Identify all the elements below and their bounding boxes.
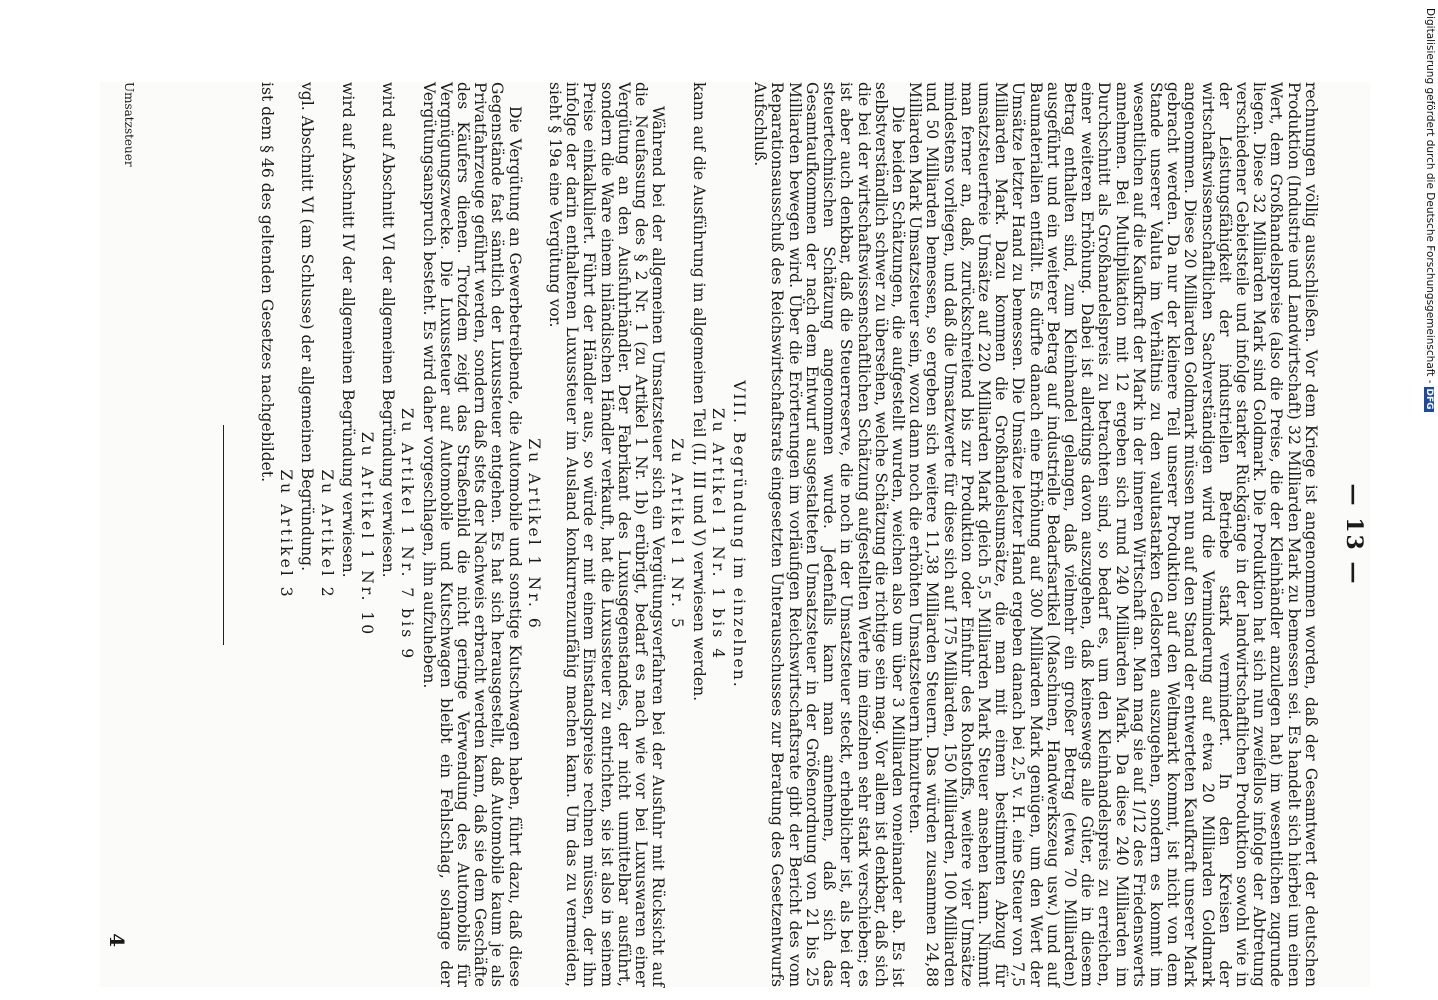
article-1-10-text: wird auf Abschnitt IV der allgemeinen Begründung verwiesen. — [338, 82, 357, 578]
side-note-text: Digitalisierung gefördert durch die Deutsche Forschungsgemeinschaft - — [1424, 8, 1436, 384]
article-1-6-heading: Zu Artikel 1 Nr. 6 — [524, 438, 543, 631]
rotated-page-content — [100, 82, 1370, 987]
paragraph-estimates: Die beiden Schätzungen, die aufgestellt wurden, weichen also um über 3 Milliarden voneinander ab. Es ist selbstverständlich schwer zu übersehen, welche Schätzung die richtige sein mag. Vor allem ist denkbar, daß sich die bei der wirtschaftswissenschaftlichen Schätzung aufgestellten Werte im einzelnen sehr stark verschieben; es ist aber auch denkbar, daß die Steuerreserve, die noch in der Umsatzsteuer steckt, erheblicher ist, als bei der steuertechnischen Schätzung angenommen wurde. Jedenfalls kann man annehmen, daß sich das Gesamtaufkommen der nach dem Entwurf ausgestalteten Umsatzsteuer in der Größenordnung von 21 bis 25 Milliarden bewegen wird. Über die Erörterungen im vorläufigen Reichswirtschaftsrate gibt der Bericht des vom Reparationsausschuß des Reichswirtschaftsrats eingesetzten Unterausschusses zur Beratung des Gesetzentwurfs Aufschluß. — [751, 82, 907, 987]
intro-paragraph: rechnungen völlig ausschließen. Vor dem Kriege ist angenommen worden, daß der Gesamtwert der deutschen Produktion (Industrie und Landwirtschaft) 32 Milliarden Mark zu bemessen sei. Es handelt sich hierbei um einen Wert, dem Großhandelspreise (also die Preise, die der Kleinhändler anzulegen hat) im wesentlichen zugrunde liegen. Diese 32 Milliarden Mark sind Goldmark. Die Produktion hat sich nun zweifellos infolge der Abtretung verschiedener Gebietsteile und infolge starker Rückgänge in der landwirtschaftlichen Produktion sowohl wie in der Leistungsfähigkeit der industriellen Betriebe stark vermindert. In den Kreisen der wirtschaftswissenschaftlichen Sachverständigen wird die Verminderung auf etwa 20 Milliarden Goldmark angenommen. Diese 20 Milliarden Goldmark müssen nun auf den Stand der entwerteten Kaufkraft unserer Mark gebracht werden. Da nur der kleinere Teil unserer Produktion auf den Weltmarkt kommt, ist nicht von dem Stande unserer Valuta im Verhältnis zu den valutastarken Geldsorten auszugehen, sondern es kommt im wesentlichen auf die Kaufkraft der Mark in der inneren Wirtschaft an. Man mag sie auf 1/12 des Friedenswerts annehmen. Bei Multiplikation mit 12 ergeben sich rund 240 Milliarden Mark. Da diese 240 Milliarden im Durchschnitt als Großhandelspreis zu betrachten sind, so bedarf es, um den Kleinhandelspreis zu erreichen, einer weiteren Erhöhung. Dabei ist allerdings davon auszugehen, daß keineswegs alle Güter, die in diesem Betrag enthalten sind, zum Kleinhandel gelangen, daß vielmehr ein großer Betrag (etwa 70 Milliarden) ausgeführt und ein weiterer Betrag auf industrielle Bedarfsartikel (Maschinen, Handwerkszeug usw.) und auf Baumaterialien entfällt. Es dürfte danach eine Erhöhung auf 300 Milliarden Mark genügen, um den Wert der Umsätze letzter Hand zu bemessen. Die Umsätze letzter Hand ergeben danach bei 2,5 v. H. eine Steuer von 7,5 Milliarden Mark. Dazu kommen die Großhandelsumsätze, die man mit einem bestimmten Abzug für umsatzsteuerfreie Umsätze auf 220 Milliarden Mark gleich 5,5 Milliarden Mark Steuer ansehen kann. Nimmt man ferner an, daß, zurückschreitend bis zur Produktion oder Einfuhr des Rohstoffs, weitere vier Umsätze mindestens vorliegen, und daß die Umsatzwerte für diese sich auf 175 Milliarden, 150 Milliarden, 100 Milliarden und 50 Milliarden bemessen, so ergeben sich weitere 11,38 Milliarden Steuern. Das würden zusammen 24,88 Milliarden Mark Umsatzsteuer sein, wozu dann noch die erhöhten Umsatzsteuern hinzutreten. — [906, 82, 1320, 987]
dfg-logo: DFG — [1424, 388, 1434, 410]
article-1-6-text: Die Vergütung an Gewerbetreibende, die Automobile und sonstige Kutschwagen haben, führt dazu, daß diese Gegenstände fast sämtlich der Luxussteuer entgehen. Es hat sich herausgestellt, daß Automobile kaum je als Privatfahrzeuge geführt werden, sondern daß stets der Nachweis erbracht werden kann, daß sie dem Geschäfte des Käufers dienen. Trotzdem zeigt das Straßenbild die nicht geringe Verwendung des Automobils für Vergnügungszwecke. Die Luxussteuer auf Automobile und Kutschwagen bleibt ein Fehlschlag, solange der Vergütungsanspruch besteht. Es wird daher vorgeschlagen, ihn aufzuheben. — [419, 82, 524, 987]
article-2-heading: Zu Artikel 2 — [317, 469, 336, 600]
page-number: — 13 — — [1341, 483, 1367, 586]
article-3-text: ist dem § 46 des geltenden Gesetzes nachgebildet. — [258, 82, 277, 483]
article-1-4-text: kann auf die Ausführung im allgemeinen Teil (II, III und V) verwiesen werden. — [689, 82, 708, 702]
section-heading: VIII. Begründung im einzelnen. — [730, 380, 749, 689]
article-1-5-text: Während bei der allgemeinen Umsatzsteuer sich ein Vergütungsverfahren bei der Ausfuhr mit Rücksicht auf die Neufassung des § 2 Nr. 1 (zu Artikel 1 Nr. 1b) erübrigt, bedarf es nach wie vor bei Luxuswaren einer Vergütung an den Ausfuhrhändler. Der Fabrikant des Luxusgegenstandes, der nicht unmittelbar ausführt, sondern die Ware einem inländischen Händler verkauft, hat die Luxussteuer zu entrichten, sie ist also in seinem Preise einkalkuliert. Führt der Händler aus, so würde er mit einem Einstandspreise rechnen müssen, der ihn infolge der darin enthaltenen Luxussteuer im Ausland konkurrenzunfähig machen kann. Um das zu vermeiden, sieht § 19a eine Vergütung vor. — [546, 82, 668, 987]
article-1-5-heading: Zu Artikel 1 Nr. 5 — [668, 438, 687, 631]
side-note — [1418, 8, 1438, 410]
signature-mark: 4 — [105, 933, 130, 947]
article-1-4-heading: Zu Artikel 1 Nr. 1 bis 4 — [708, 407, 727, 662]
article-3-heading: Zu Artikel 3 — [277, 469, 296, 600]
end-rule — [223, 425, 224, 645]
article-2-text: vgl. Abschnitt VI (am Schlusse) der allgemeinen Begründung. — [298, 82, 317, 572]
article-1-10-heading: Zu Artikel 1 Nr. 10 — [358, 431, 377, 638]
article-1-7-9-text: wird auf Abschnitt VI der allgemeinen Begründung verwiesen. — [379, 82, 398, 578]
article-1-7-9-heading: Zu Artikel 1 Nr. 7 bis 9 — [398, 407, 417, 662]
footer-label: Umsatzsteuer — [122, 82, 137, 167]
document-page — [100, 82, 1370, 987]
